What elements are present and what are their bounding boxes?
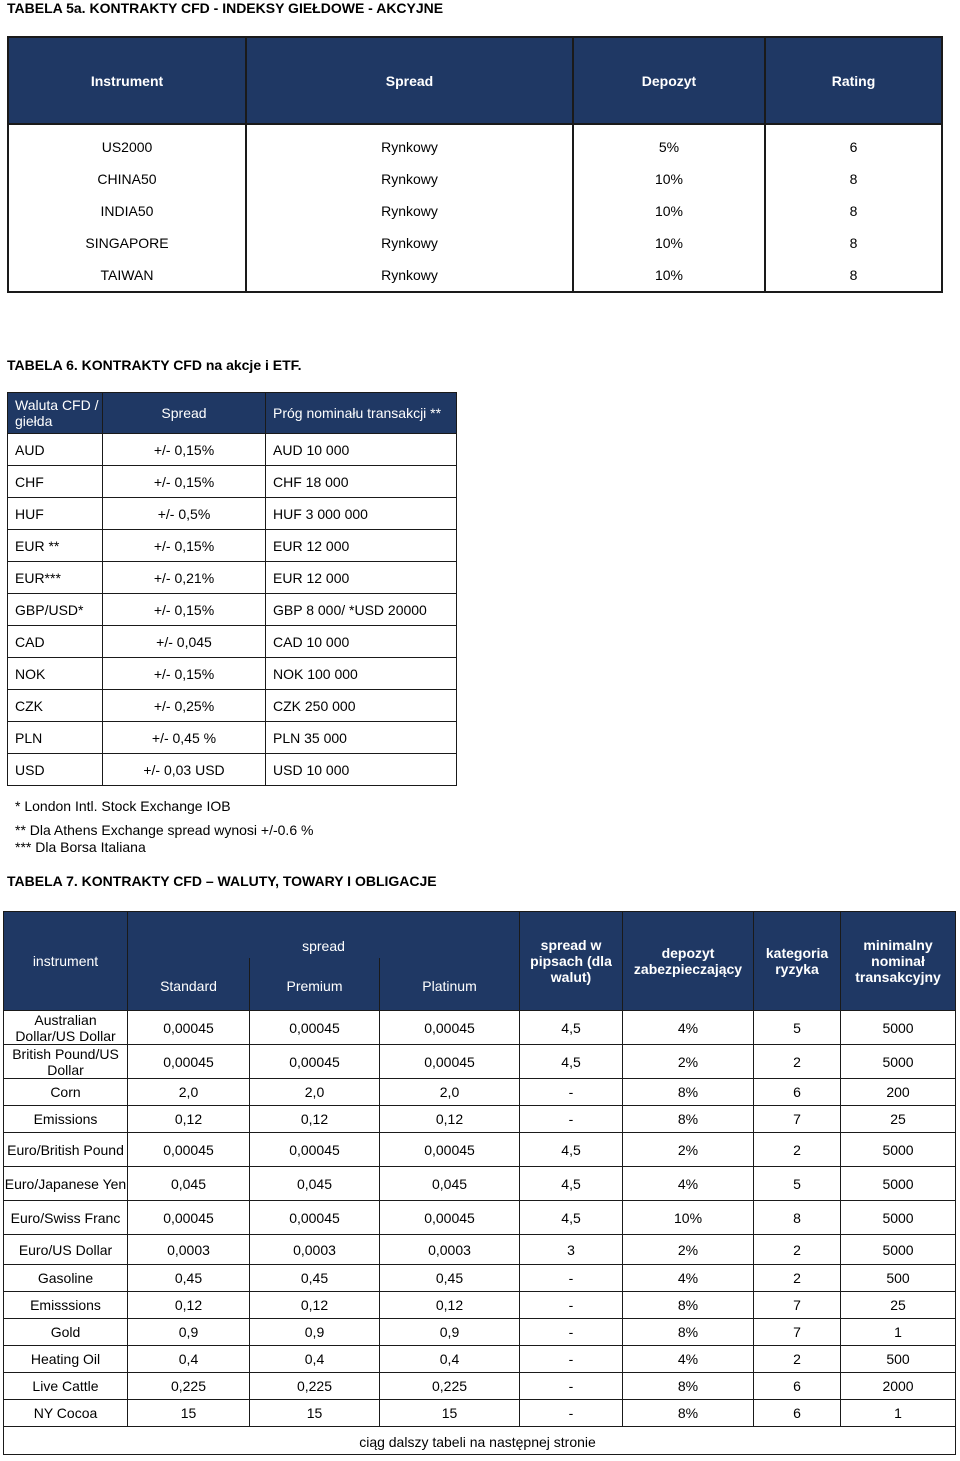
table7-cell: 4%	[623, 1265, 754, 1292]
table5a-cell: 8	[765, 163, 942, 195]
col-instrument: instrument	[4, 912, 128, 1011]
table6-cell: AUD 10 000	[266, 434, 457, 466]
table7-cell: 0,045	[128, 1167, 250, 1201]
table7-title: TABELA 7. KONTRAKTY CFD – WALUTY, TOWARY I OBLIGACJE	[7, 873, 437, 889]
table7-cell: 0,45	[128, 1265, 250, 1292]
table7-cell: 2%	[623, 1235, 754, 1265]
table7-cell: 1	[841, 1400, 956, 1427]
table7-cell: 0,45	[250, 1265, 380, 1292]
table-row	[8, 195, 942, 227]
table7-cell: 2000	[841, 1373, 956, 1400]
table7-cell: 0,00045	[128, 1201, 250, 1235]
table7-cell: NY Cocoa	[4, 1400, 128, 1427]
table6-cell: NOK 100 000	[266, 658, 457, 690]
table6-cell: HUF	[8, 498, 103, 530]
table6-cell: CAD	[8, 626, 103, 658]
table6-cell: +/- 0,15%	[103, 466, 266, 498]
table7-cell: 8%	[623, 1292, 754, 1319]
table-row	[8, 498, 457, 530]
table7-cell: 5000	[841, 1045, 956, 1079]
table7-cell: 25	[841, 1106, 956, 1133]
table-row	[4, 1201, 956, 1235]
table6-cell: GBP 8 000/ *USD 20000	[266, 594, 457, 626]
table7-cell: 2	[754, 1265, 841, 1292]
col-spread: spread	[128, 912, 520, 958]
table5a-cell: 10%	[573, 227, 765, 259]
table7-cell: 0,45	[380, 1265, 520, 1292]
table7-cell: 0,4	[128, 1346, 250, 1373]
table7-cell: -	[520, 1346, 623, 1373]
table5a-cell: Rynkowy	[246, 163, 573, 195]
col-min: minimalny nominał transakcyjny	[841, 912, 956, 1011]
table6-cell: USD	[8, 754, 103, 786]
table5a-cell: TAIWAN	[8, 259, 246, 292]
table7-cell: 0,0003	[128, 1235, 250, 1265]
table5a-cell: US2000	[8, 124, 246, 163]
table7-cell: 0,12	[380, 1292, 520, 1319]
table5a	[7, 36, 943, 293]
table7-cell: 0,9	[128, 1319, 250, 1346]
note-3: *** Dla Borsa Italiana	[15, 839, 146, 855]
table6-cell: CZK	[8, 690, 103, 722]
table7-cell: 1	[841, 1319, 956, 1346]
table5a-cell: 6	[765, 124, 942, 163]
table7-cell: 15	[128, 1400, 250, 1427]
table6-cell: PLN	[8, 722, 103, 754]
table6	[7, 392, 457, 786]
table5a-cell: 8	[765, 227, 942, 259]
table7-cell: 0,00045	[128, 1011, 250, 1045]
table7-cell: 4%	[623, 1167, 754, 1201]
table7-cell: 2	[754, 1045, 841, 1079]
table7-cell: -	[520, 1319, 623, 1346]
table5a-cell: SINGAPORE	[8, 227, 246, 259]
table6-header-0: Waluta CFD / giełda	[8, 393, 103, 434]
table6-cell: HUF 3 000 000	[266, 498, 457, 530]
table7-cell: 2	[754, 1133, 841, 1167]
table-row	[8, 434, 457, 466]
table5a-header-3: Rating	[765, 37, 942, 124]
table5a-cell: 10%	[573, 163, 765, 195]
table7-cell: Corn	[4, 1079, 128, 1106]
table5a-body	[8, 124, 942, 292]
table5a-header-0: Instrument	[8, 37, 246, 124]
table5a-cell: Rynkowy	[246, 124, 573, 163]
table-row	[8, 124, 942, 163]
table7-cell: 0,9	[250, 1319, 380, 1346]
table7	[3, 911, 956, 1455]
table6-cell: CHF 18 000	[266, 466, 457, 498]
table-row	[8, 562, 457, 594]
table7-cell: 0,12	[250, 1106, 380, 1133]
table7-cell: 7	[754, 1292, 841, 1319]
table7-cell: Euro/Swiss Franc	[4, 1201, 128, 1235]
table6-cell: NOK	[8, 658, 103, 690]
table-row	[4, 1292, 956, 1319]
table7-cell: 5000	[841, 1011, 956, 1045]
table7-cell: 0,12	[128, 1106, 250, 1133]
table5a-cell: Rynkowy	[246, 259, 573, 292]
table5a-cell: INDIA50	[8, 195, 246, 227]
table7-cell: 0,00045	[128, 1045, 250, 1079]
table7-cell: 25	[841, 1292, 956, 1319]
table7-cell: 8%	[623, 1400, 754, 1427]
table7-cell: -	[520, 1400, 623, 1427]
table7-cell: 4%	[623, 1011, 754, 1045]
col-risk: kategoria ryzyka	[754, 912, 841, 1011]
table5a-header-2: Depozyt	[573, 37, 765, 124]
table7-cell: 0,12	[380, 1106, 520, 1133]
table7-cell: 2,0	[128, 1079, 250, 1106]
table6-cell: +/- 0,25%	[103, 690, 266, 722]
table7-cell: 10%	[623, 1201, 754, 1235]
table7-cell: 4,5	[520, 1167, 623, 1201]
table5a-cell: 10%	[573, 195, 765, 227]
table7-cell: Heating Oil	[4, 1346, 128, 1373]
table6-cell: +/- 0,15%	[103, 594, 266, 626]
table-row	[4, 1265, 956, 1292]
table7-cell: -	[520, 1106, 623, 1133]
table6-header-2: Próg nominału transakcji **	[266, 393, 457, 434]
table7-cell: 2,0	[380, 1079, 520, 1106]
table6-cell: +/- 0,03 USD	[103, 754, 266, 786]
col-pips: spread w pipsach (dla walut)	[520, 912, 623, 1011]
table-row	[8, 227, 942, 259]
table6-cell: CZK 250 000	[266, 690, 457, 722]
table-row	[8, 754, 457, 786]
table7-cell: 2%	[623, 1133, 754, 1167]
table7-cell: 0,9	[380, 1319, 520, 1346]
col-premium: Premium	[250, 958, 380, 1011]
table7-cell: 15	[380, 1400, 520, 1427]
table-row	[4, 1011, 956, 1045]
table7-cell: 4,5	[520, 1133, 623, 1167]
table7-cell: 4,5	[520, 1201, 623, 1235]
table7-cell: Emissions	[4, 1106, 128, 1133]
table-row	[8, 690, 457, 722]
table6-cell: GBP/USD*	[8, 594, 103, 626]
table6-cell: CAD 10 000	[266, 626, 457, 658]
table7-cell: 7	[754, 1319, 841, 1346]
table6-cell: +/- 0,5%	[103, 498, 266, 530]
table7-cell: 0,12	[128, 1292, 250, 1319]
table7-cell: 2	[754, 1235, 841, 1265]
table-row	[8, 259, 942, 292]
table6-cell: EUR **	[8, 530, 103, 562]
note-1: * London Intl. Stock Exchange IOB	[15, 798, 231, 814]
table-row	[8, 530, 457, 562]
table7-cell: Gold	[4, 1319, 128, 1346]
table7-cell: 0,00045	[250, 1201, 380, 1235]
table7-cell: British Pound/US Dollar	[4, 1045, 128, 1079]
table6-cell: EUR 12 000	[266, 530, 457, 562]
table7-cell: Live Cattle	[4, 1373, 128, 1400]
table-row	[8, 163, 942, 195]
table7-cell: 0,00045	[380, 1133, 520, 1167]
table6-cell: PLN 35 000	[266, 722, 457, 754]
table6-cell: +/- 0,045	[103, 626, 266, 658]
table-row	[8, 466, 457, 498]
table7-cell: 0,225	[380, 1373, 520, 1400]
table7-cell: 6	[754, 1373, 841, 1400]
table6-cell: EUR***	[8, 562, 103, 594]
table7-cell: Emisssions	[4, 1292, 128, 1319]
table7-cell: 500	[841, 1265, 956, 1292]
table6-cell: AUD	[8, 434, 103, 466]
table7-footer: ciąg dalszy tabeli na następnej stronie	[4, 1427, 956, 1455]
table5a-header-1: Spread	[246, 37, 573, 124]
table7-cell: 8%	[623, 1106, 754, 1133]
table7-cell: -	[520, 1265, 623, 1292]
table7-body	[4, 1011, 956, 1427]
table7-cell: 7	[754, 1106, 841, 1133]
table7-cell: 0,12	[250, 1292, 380, 1319]
table7-cell: Euro/Japanese Yen	[4, 1167, 128, 1201]
table7-cell: 2%	[623, 1045, 754, 1079]
table6-body	[8, 434, 457, 786]
table7-cell: 5000	[841, 1235, 956, 1265]
table7-cell: 5000	[841, 1167, 956, 1201]
table7-cell: 8%	[623, 1079, 754, 1106]
table6-header-1: Spread	[103, 393, 266, 434]
table7-cell: 6	[754, 1079, 841, 1106]
table7-cell: 0,00045	[380, 1201, 520, 1235]
table7-cell: 5000	[841, 1201, 956, 1235]
table-row	[8, 626, 457, 658]
table7-cell: Euro/US Dollar	[4, 1235, 128, 1265]
table6-cell: +/- 0,45 %	[103, 722, 266, 754]
table-row	[4, 1079, 956, 1106]
table6-cell: EUR 12 000	[266, 562, 457, 594]
table-row	[8, 594, 457, 626]
table-row	[4, 1235, 956, 1265]
table7-cell: 2	[754, 1346, 841, 1373]
table7-cell: 0,4	[380, 1346, 520, 1373]
table7-cell: -	[520, 1079, 623, 1106]
table7-cell: 500	[841, 1346, 956, 1373]
table5a-cell: 5%	[573, 124, 765, 163]
table-row	[4, 1400, 956, 1427]
table7-cell: 4,5	[520, 1045, 623, 1079]
table7-cell: Australian Dollar/US Dollar	[4, 1011, 128, 1045]
table7-cell: 0,045	[380, 1167, 520, 1201]
table7-cell: -	[520, 1373, 623, 1400]
table7-cell: Euro/British Pound	[4, 1133, 128, 1167]
table7-cell: 0,0003	[250, 1235, 380, 1265]
table5a-cell: CHINA50	[8, 163, 246, 195]
table5a-cell: Rynkowy	[246, 227, 573, 259]
table-row	[8, 658, 457, 690]
table7-cell: 0,00045	[250, 1133, 380, 1167]
table7-cell: 6	[754, 1400, 841, 1427]
table6-cell: +/- 0,15%	[103, 530, 266, 562]
table7-cell: 8%	[623, 1319, 754, 1346]
table7-cell: 0,4	[250, 1346, 380, 1373]
col-deposit: depozyt zabezpieczający	[623, 912, 754, 1011]
table-row	[4, 1319, 956, 1346]
col-standard: Standard	[128, 958, 250, 1011]
table7-cell: Gasoline	[4, 1265, 128, 1292]
table7-cell: 4%	[623, 1346, 754, 1373]
table7-cell: 0,045	[250, 1167, 380, 1201]
table5a-cell: Rynkowy	[246, 195, 573, 227]
col-platinum: Platinum	[380, 958, 520, 1011]
table7-cell: 5	[754, 1167, 841, 1201]
table7-cell: 0,00045	[250, 1045, 380, 1079]
table7-cell: 4,5	[520, 1011, 623, 1045]
table7-cell: -	[520, 1292, 623, 1319]
table5a-title: TABELA 5a. KONTRAKTY CFD - INDEKSY GIEŁDOWE - AKCYJNE	[7, 0, 444, 16]
table-row	[4, 1167, 956, 1201]
table5a-cell: 8	[765, 195, 942, 227]
note-2: ** Dla Athens Exchange spread wynosi +/-0.6 %	[15, 822, 314, 838]
table6-cell: +/- 0,15%	[103, 434, 266, 466]
table-row	[4, 1045, 956, 1079]
table7-cell: 0,00045	[128, 1133, 250, 1167]
table7-cell: 200	[841, 1079, 956, 1106]
table7-cell: 0,225	[128, 1373, 250, 1400]
table-row	[4, 1106, 956, 1133]
table7-cell: 2,0	[250, 1079, 380, 1106]
table-row	[4, 1346, 956, 1373]
table7-cell: 8	[754, 1201, 841, 1235]
table7-cell: 0,00045	[250, 1011, 380, 1045]
table-row	[8, 722, 457, 754]
table7-cell: 0,0003	[380, 1235, 520, 1265]
table5a-cell: 8	[765, 259, 942, 292]
table6-header-row	[8, 393, 457, 434]
table6-cell: USD 10 000	[266, 754, 457, 786]
table7-cell: 5000	[841, 1133, 956, 1167]
table7-cell: 0,225	[250, 1373, 380, 1400]
table7-cell: 0,00045	[380, 1011, 520, 1045]
table6-cell: +/- 0,21%	[103, 562, 266, 594]
table6-title: TABELA 6. KONTRAKTY CFD na akcje i ETF.	[7, 357, 302, 373]
table7-cell: 5	[754, 1011, 841, 1045]
table6-cell: +/- 0,15%	[103, 658, 266, 690]
table-row	[4, 1133, 956, 1167]
table7-cell: 3	[520, 1235, 623, 1265]
table-row	[4, 1373, 956, 1400]
table5a-cell: 10%	[573, 259, 765, 292]
table7-cell: 15	[250, 1400, 380, 1427]
table7-cell: 0,00045	[380, 1045, 520, 1079]
table5a-header-row	[8, 37, 942, 124]
table7-cell: 8%	[623, 1373, 754, 1400]
table6-cell: CHF	[8, 466, 103, 498]
